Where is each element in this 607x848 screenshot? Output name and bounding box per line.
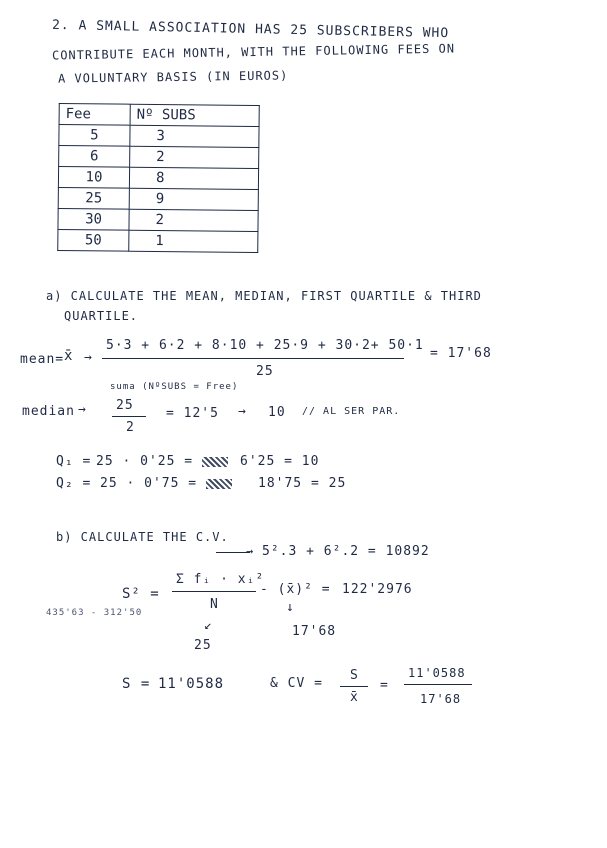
cv-denominator: x̄ [350, 690, 359, 705]
cv-value-fraction-line [404, 684, 472, 685]
cv-label: & CV = [270, 676, 323, 691]
part-a-prompt-2: QUARTILE. [64, 309, 139, 323]
table-row [58, 166, 258, 189]
cv-numerator-value: 11'0588 [408, 666, 466, 680]
median-note: suma (NºSUBS = Free) [110, 382, 239, 392]
table-cell-fee: 10 [58, 166, 129, 188]
variance-result: 122'2976 [342, 582, 413, 597]
cv-fraction-line [340, 686, 368, 687]
q1-expr: 25 · 0'25 = [96, 454, 194, 469]
cv-numerator: S [350, 668, 359, 683]
sum-arrow-line [216, 552, 250, 553]
arrow-down-left-icon: ↙ [204, 618, 212, 633]
arrow-icon: → [238, 404, 246, 419]
median-fraction-line [112, 416, 146, 417]
fees-table [57, 103, 260, 253]
s-label: S = [122, 676, 151, 692]
variance-minus: - (x̄)² = [260, 582, 331, 597]
table-cell-subs: 3 [130, 125, 259, 147]
table-cell-fee: 30 [58, 208, 129, 230]
table-cell-subs: 9 [129, 188, 258, 210]
table-cell-subs: 1 [129, 230, 258, 252]
cv-equals: = [380, 678, 389, 693]
crossed-out-scribble [202, 457, 228, 467]
median-value: 10 [268, 405, 286, 420]
mean-value: 17'68 [292, 624, 337, 639]
table-header-fee: Fee [59, 103, 130, 125]
mean-denominator: 25 [256, 364, 274, 379]
table-row [59, 145, 259, 168]
table-row [58, 208, 258, 231]
arrow-icon: → [84, 350, 92, 365]
q2-label: Q₂ = [56, 476, 92, 491]
crossed-out-scribble [206, 479, 232, 489]
table-cell-fee: 25 [58, 187, 129, 209]
median-result: = 12'5 [166, 406, 219, 421]
table-row [58, 187, 258, 210]
arrow-icon: → [246, 544, 254, 558]
table-cell-fee: 50 [58, 229, 129, 251]
table-row [59, 124, 259, 147]
s-value: 11'0588 [158, 676, 225, 692]
table-cell-subs: 2 [129, 209, 258, 231]
part-b-prompt: b) CALCULATE THE C.V. [56, 530, 229, 544]
table-cell-fee: 6 [59, 145, 130, 167]
mean-label: mean= [20, 352, 65, 367]
table-cell-fee: 5 [59, 124, 130, 146]
n-value: 25 [194, 638, 212, 653]
sum-expression: 5².3 + 6².2 = 10892 [262, 544, 430, 559]
q2-expr: 25 · 0'75 = [100, 476, 198, 491]
mean-symbol: x̄ [64, 348, 74, 364]
variance-numerator: Σ fᵢ · xᵢ² [176, 572, 265, 587]
median-numerator: 25 [116, 398, 134, 413]
q1-label: Q₁ = [56, 454, 92, 469]
table-header-subs: Nº SUBS [130, 104, 259, 126]
table-cell-subs: 2 [130, 146, 259, 168]
median-denominator: 2 [126, 420, 135, 435]
median-label: median [22, 404, 75, 419]
table-row [58, 229, 258, 252]
arrow-icon: → [78, 402, 86, 417]
problem-line-1: 2. A SMALL ASSOCIATION HAS 25 SUBSCRIBERS WHO [51, 17, 450, 42]
variance-fraction-line [172, 591, 256, 592]
variance-label: S² = [122, 586, 160, 602]
cv-denominator-value: 17'68 [420, 692, 462, 706]
part-a-prompt-1: a) CALCULATE THE MEAN, MEDIAN, FIRST QUARTILE & THIRD [46, 289, 482, 303]
q2-result: 18'75 = 25 [258, 476, 347, 491]
problem-line-2: CONTRIBUTE EACH MONTH, WITH THE FOLLOWING FEES ON [51, 41, 456, 63]
variance-denominator: N [210, 597, 219, 612]
mean-numerator: 5·3 + 6·2 + 8·10 + 25·9 + 30·2+ 50·1 [106, 338, 424, 353]
mean-fraction-line [102, 358, 404, 359]
arrow-down-icon: ↓ [286, 600, 294, 615]
table-cell-subs: 8 [129, 167, 258, 189]
median-comment: // AL SER PAR. [302, 406, 401, 417]
problem-line-3: A VOLUNTARY BASIS (IN EUROS) [57, 68, 289, 86]
q1-result: 6'25 = 10 [240, 454, 320, 469]
table-header-row [59, 103, 259, 126]
mean-result: = 17'68 [430, 346, 492, 361]
side-note: 435'63 - 312'50 [46, 608, 143, 618]
